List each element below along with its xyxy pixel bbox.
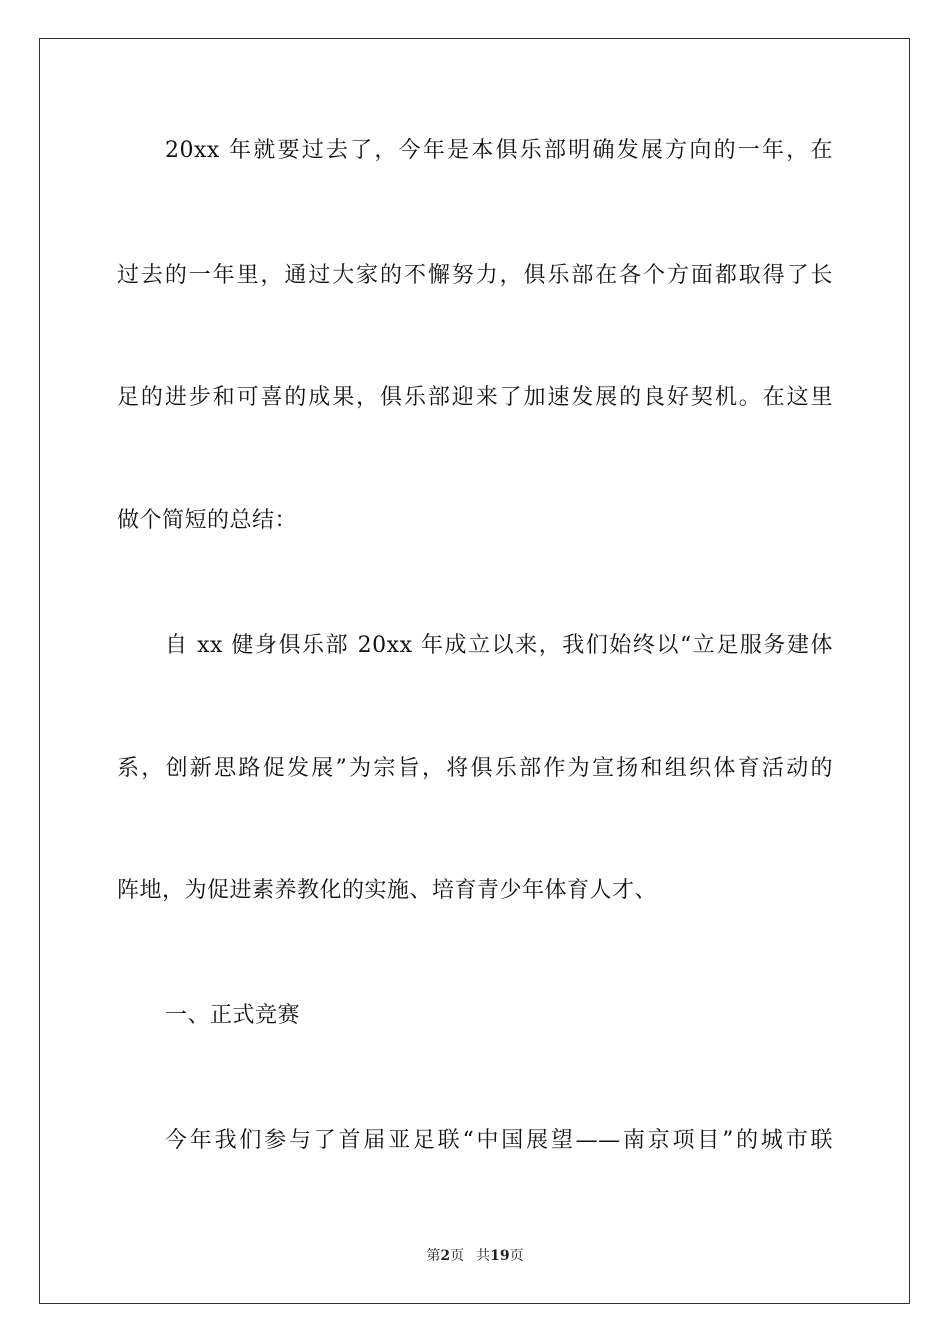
paragraph-1-line-4: 做个简短的总结： xyxy=(117,508,298,533)
section-heading: 一、正式竞赛 xyxy=(165,1003,301,1028)
paragraph-2-line-2: 系，创新思路促发展”为宗旨，将俱乐部作为宣扬和组织体育活动的 xyxy=(117,756,833,781)
total-suffix: 页 xyxy=(509,1248,524,1264)
page-footer xyxy=(0,1247,950,1265)
total-prefix: 共 xyxy=(476,1248,491,1264)
paragraph-2-line-3: 阵地，为促进素养教化的实施、培育青少年体育人才、 xyxy=(117,878,658,903)
paragraph-1-line-1: 20xx 年就要过去了，今年是本俱乐部明确发展方向的一年，在 xyxy=(165,138,833,163)
paragraph-1-line-2: 过去的一年里，通过大家的不懈努力，俱乐部在各个方面都取得了长 xyxy=(117,263,833,288)
page-suffix: 页 xyxy=(450,1248,465,1264)
page-total: 19 xyxy=(490,1248,510,1264)
paragraph-3-line-1: 今年我们参与了首届亚足联“中国展望——南京项目”的城市联 xyxy=(165,1128,833,1153)
paragraph-1-line-3: 足的进步和可喜的成果，俱乐部迎来了加速发展的良好契机。在这里 xyxy=(117,385,833,410)
page-prefix: 第 xyxy=(426,1248,441,1264)
paragraph-2-line-1: 自 xx 健身俱乐部 20xx 年成立以来，我们始终以“立足服务建体 xyxy=(165,633,833,658)
page-border xyxy=(39,38,910,1304)
page-current: 2 xyxy=(440,1248,451,1264)
